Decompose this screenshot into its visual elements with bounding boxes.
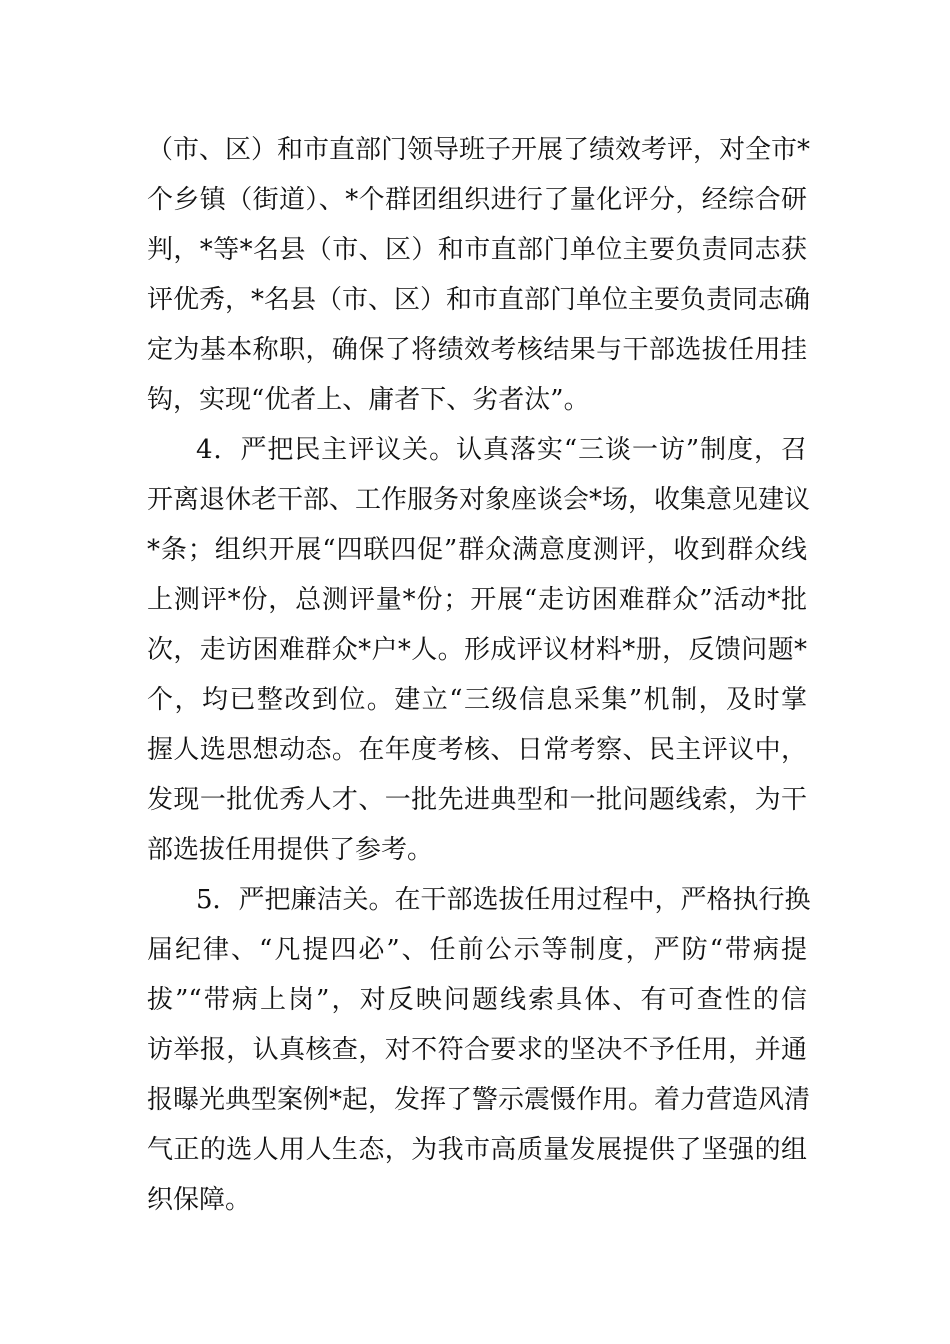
text-line: 访举报，认真核查，对不符合要求的坚决不予任用，并通 bbox=[147, 1035, 807, 1065]
text-line: 报曝光典型案例*起，发挥了警示震慑作用。着力营造风清 bbox=[147, 1085, 811, 1115]
text-line: 判，*等*名县（市、区）和市直部门单位主要负责同志获 bbox=[147, 235, 807, 265]
text-line: 握人选思想动态。在年度考核、日常考察、民主评议中， bbox=[147, 735, 807, 765]
text-line: 评优秀，*名县（市、区）和市直部门单位主要负责同志确 bbox=[147, 285, 811, 315]
text-line: 个乡镇（街道）、*个群团组织进行了量化评分，经综合研 bbox=[147, 185, 807, 215]
text-line: 个，均已整改到位。建立“三级信息采集”机制，及时掌 bbox=[147, 685, 807, 715]
text-line: 织保障。 bbox=[147, 1185, 252, 1215]
text-line: 开离退休老干部、工作服务对象座谈会*场，收集意见建议 bbox=[147, 485, 811, 515]
text-line: （市、区）和市直部门领导班子开展了绩效考评，对全市* bbox=[147, 135, 811, 165]
text-line: 拔”“带病上岗”，对反映问题线索具体、有可查性的信 bbox=[147, 985, 807, 1015]
paragraph-5-start: 5．严把廉洁关。在干部选拔任用过程中，严格执行换 bbox=[196, 885, 811, 915]
text-line: *条；组织开展“四联四促”群众满意度测评，收到群众线 bbox=[147, 535, 807, 565]
text-line: 钩，实现“优者上、庸者下、劣者汰”。 bbox=[147, 385, 590, 415]
text-line: 部选拔任用提供了参考。 bbox=[147, 835, 434, 865]
text-line: 上测评*份，总测评量*份；开展“走访困难群众”活动*批 bbox=[147, 585, 807, 615]
text-line: 发现一批优秀人才、一批先进典型和一批问题线索，为干 bbox=[147, 785, 807, 815]
text-line: 定为基本称职，确保了将绩效考核结果与干部选拔任用挂 bbox=[147, 335, 807, 365]
paragraph-4-start: 4．严把民主评议关。认真落实“三谈一访”制度，召 bbox=[196, 435, 807, 465]
text-line: 气正的选人用人生态，为我市高质量发展提供了坚强的组 bbox=[147, 1135, 807, 1165]
text-line: 次，走访困难群众*户*人。形成评议材料*册，反馈问题* bbox=[147, 635, 807, 665]
text-line: 届纪律、“凡提四必”、任前公示等制度，严防“带病提 bbox=[147, 935, 807, 965]
